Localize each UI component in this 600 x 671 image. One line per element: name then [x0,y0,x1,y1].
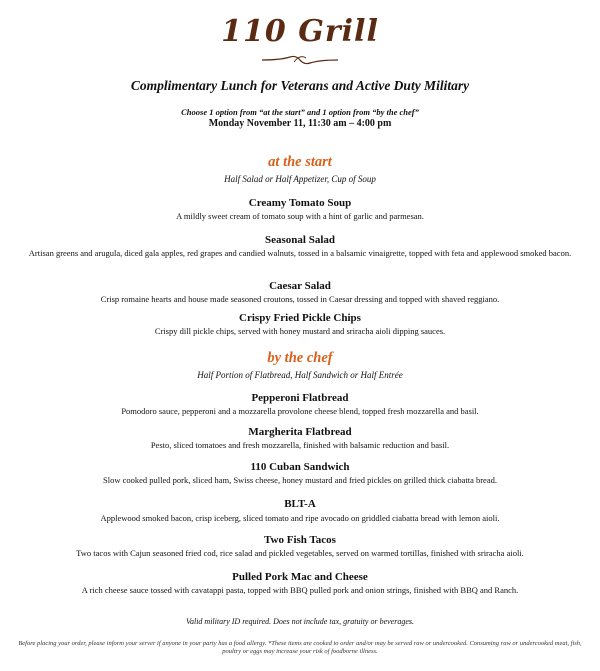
validity-note: Valid military ID required. Does not include tax, gratuity or beverages. [185,617,415,626]
menu-item-desc: Two tacos with Cajun seasoned fried cod, rice salad and pickled vegetables, served on warmed tortillas, finished with sriracha aioli. [76,548,524,558]
menu-item-name: Seasonal Salad [265,234,335,246]
menu-item-name: Margherita Flatbread [248,426,352,438]
menu-item-desc: Pesto, sliced tomatoes and fresh mozzarella, finished with balsamic reduction and basil. [150,440,450,450]
menu-item-desc: Slow cooked pulled pork, sliced ham, Swiss cheese, honey mustard and fried pickles on grilled thick ciabatta bread. [103,475,497,485]
section-note: Half Portion of Flatbread, Half Sandwich or Half Entrée [197,370,403,380]
menu-item-desc: Crispy dill pickle chips, served with honey mustard and sriracha aioli dipping sauces. [154,326,446,336]
menu-item-name: Two Fish Tacos [264,534,336,546]
menu-item-desc: A rich cheese sauce tossed with cavatappi pasta, topped with BBQ pulled pork and onion strings, finished with BBQ and Ranch. [81,585,519,595]
section-note: Half Salad or Half Appetizer, Cup of Soup [224,174,376,184]
menu-item-desc: Pomodoro sauce, pepperoni and a mozzarella provolone cheese blend, topped fresh mozzarella and basil. [121,406,479,416]
menu-item-name: Pulled Pork Mac and Cheese [232,571,368,583]
section-title-by-the-chef: by the chef [267,350,333,366]
menu-item-name: Pepperoni Flatbread [251,392,349,404]
menu-item-desc: A mildly sweet cream of tomato soup with a hint of garlic and parmesan. [176,211,424,221]
menu-subtitle: Complimentary Lunch for Veterans and Active Duty Military [130,78,470,93]
menu-item-name: Creamy Tomato Soup [248,197,352,209]
event-date: Monday November 11, 11:30 am – 4:00 pm [208,118,392,129]
menu-item-desc: Crisp romaine hearts and house made seasoned croutons, tossed in Caesar dressing and topped with shaved reggiano. [100,294,500,304]
allergy-disclaimer: Before placing your order, please inform your server if anyone in your party has a food allergy. *These items are cooked to order and/or may be served raw or undercooked. Consuming raw or undercooked meat, fish, poultry or eggs may increase your risk of foodborne illness. [18,640,582,655]
menu-item-name: BLT-A [284,498,316,510]
menu-item-name: Caesar Salad [269,280,331,292]
menu-item-desc: Applewood smoked bacon, crisp iceberg, sliced tomato and ripe avocado on griddled ciabatta bread with lemon aioli. [100,513,500,523]
menu-item-name: 110 Cuban Sandwich [250,461,350,473]
restaurant-logo-text: 110 Grill [221,14,379,49]
menu-item-desc: Artisan greens and arugula, diced gala apples, red grapes and candied walnuts, tossed in a balsamic vinaigrette, topped with feta and applewood smoked bacon. [28,248,572,258]
menu-item-name: Crispy Fried Pickle Chips [239,312,361,324]
order-instructions: Choose 1 option from “at the start” and 1 option from “by the chef” [181,107,419,117]
flourish-ornament-icon [260,53,340,67]
section-title-at-the-start: at the start [268,154,332,170]
